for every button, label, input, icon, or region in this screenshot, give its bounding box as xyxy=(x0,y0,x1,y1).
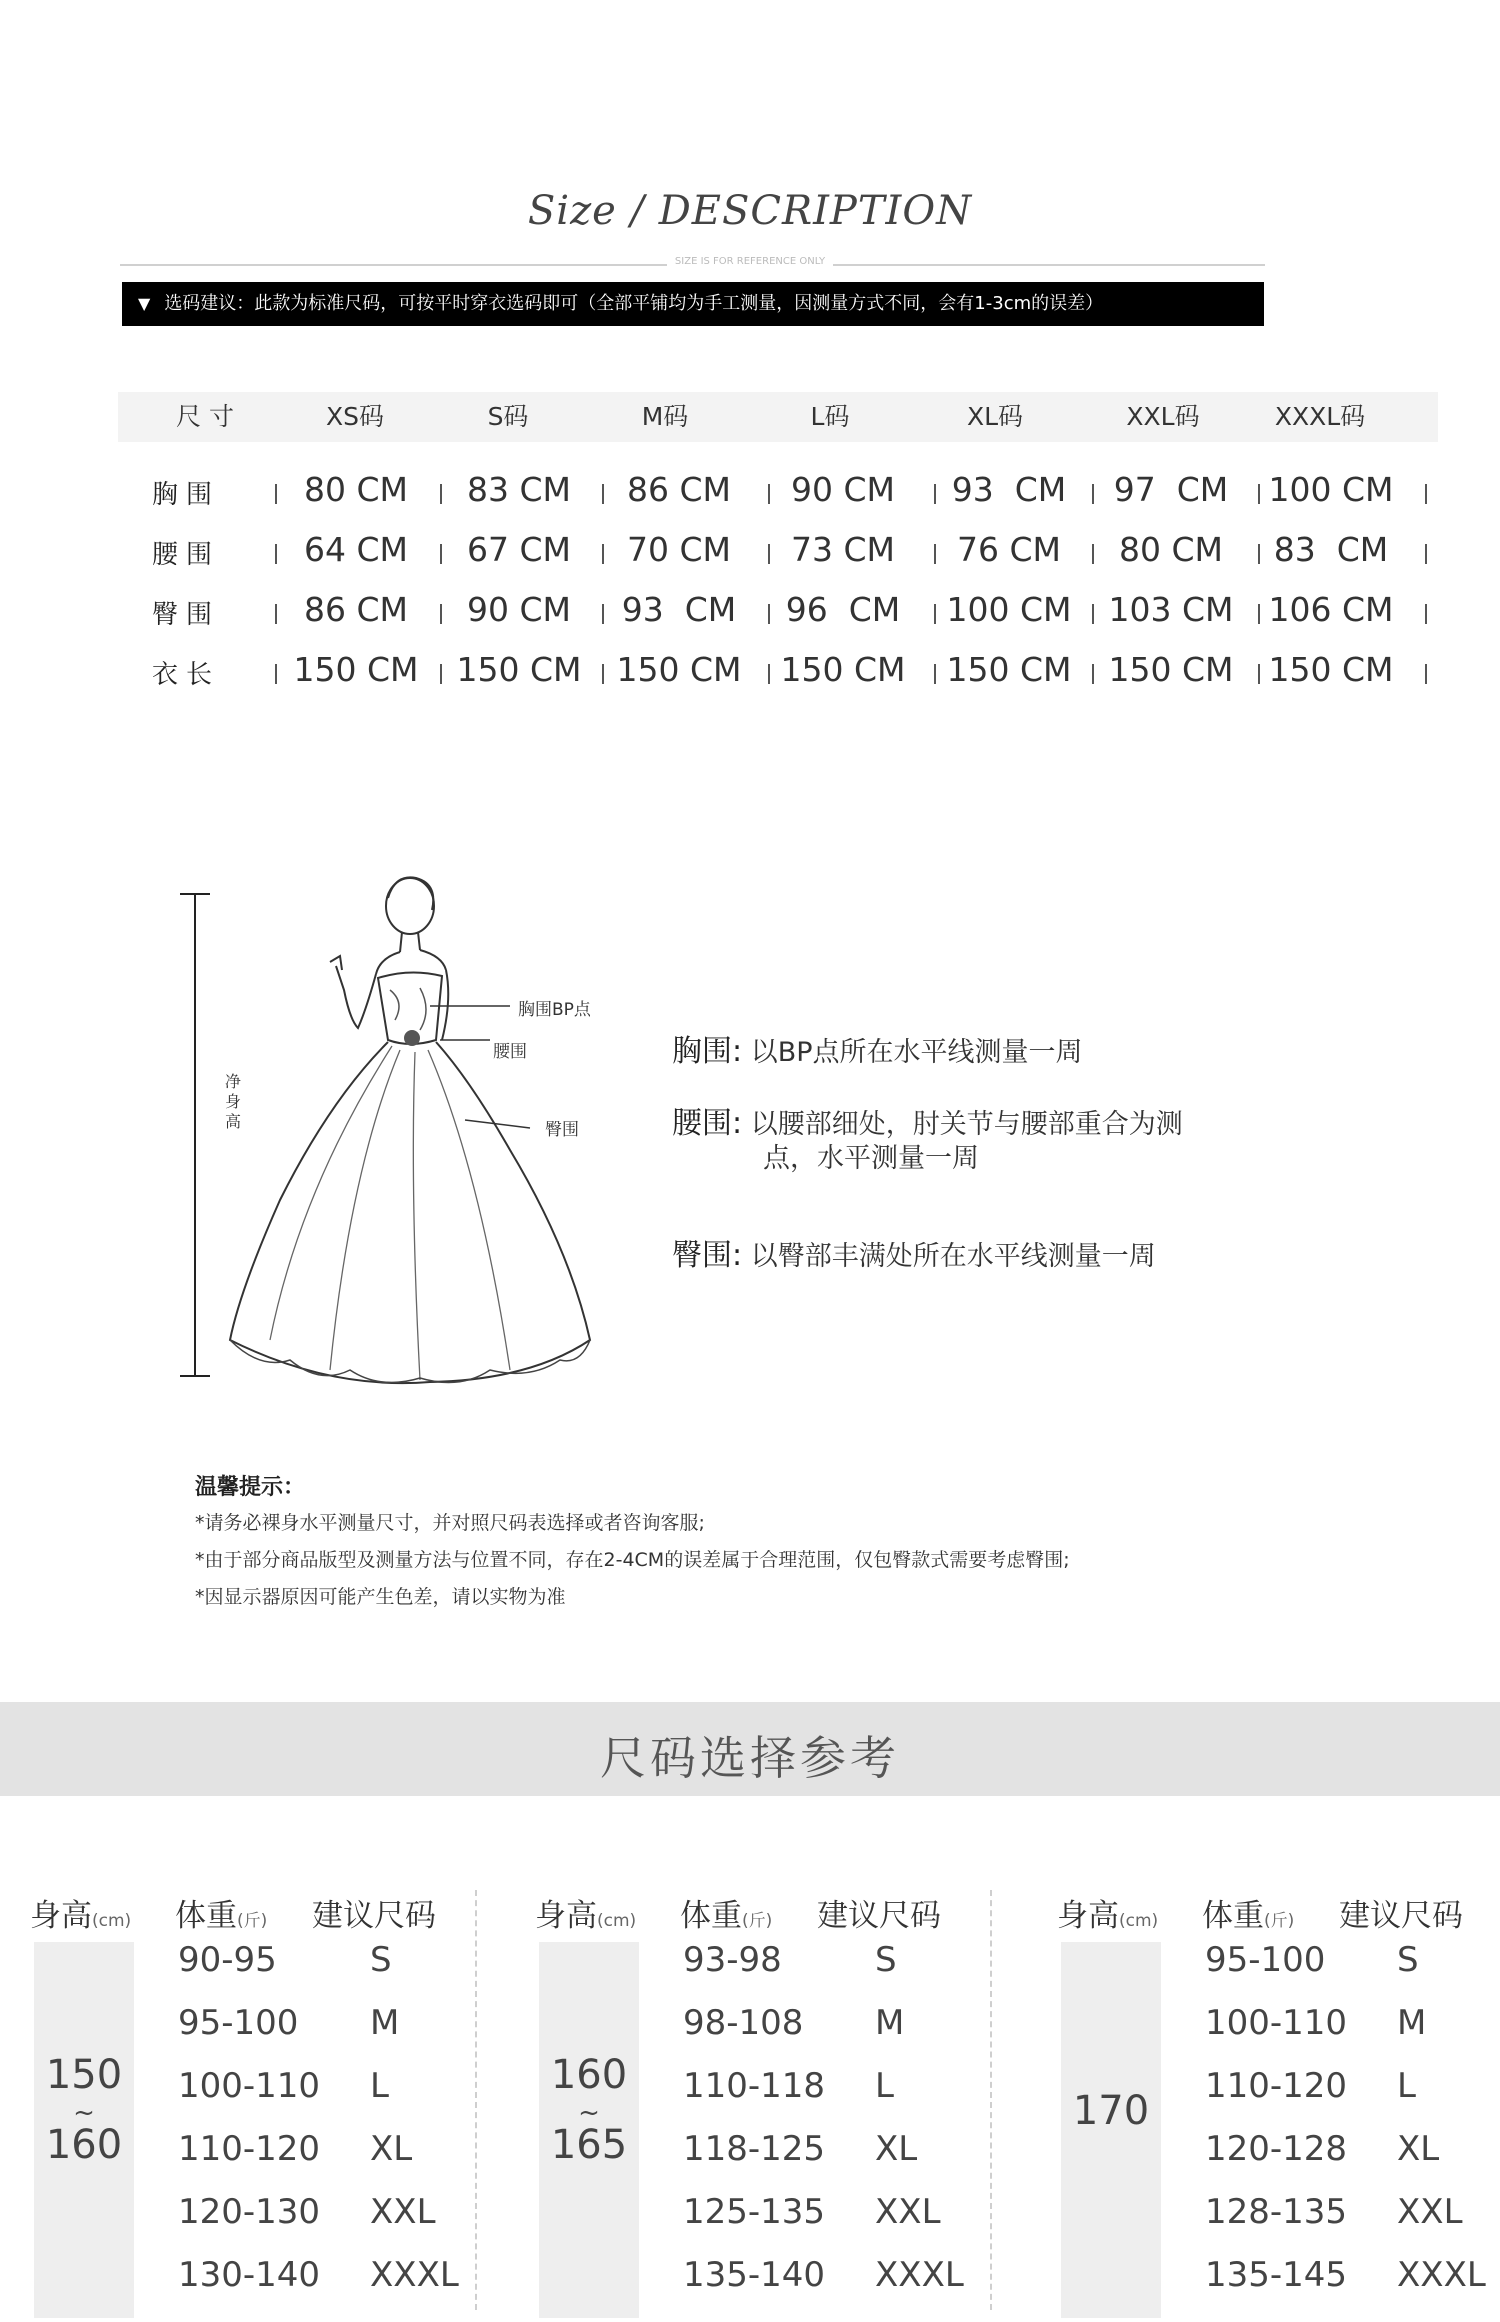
height-column-header xyxy=(535,1890,636,1935)
weight-range: 118-125 xyxy=(683,2129,826,2169)
group-divider xyxy=(475,1890,477,2310)
size-header-xxl: XXL码 xyxy=(1126,402,1200,431)
column-separator xyxy=(1092,544,1094,564)
suggested-size: XXL xyxy=(1397,2192,1463,2232)
height-range-sep: ~ xyxy=(73,2098,95,2128)
size-cell: 93 CM xyxy=(621,590,737,629)
weight-range: 135-145 xyxy=(1205,2255,1348,2295)
column-separator xyxy=(1092,664,1094,684)
column-separator xyxy=(1092,604,1094,624)
height-range-top: 150 xyxy=(45,2052,123,2098)
suggested-size: L xyxy=(370,2066,389,2106)
triangle-down-icon: ▼ xyxy=(138,294,151,313)
suggested-size: XXXL xyxy=(1397,2255,1486,2295)
hip-measure-term: 臀围: xyxy=(672,1238,743,1273)
size-cell: 67 CM xyxy=(467,530,571,569)
size-cell: 90 CM xyxy=(791,470,895,509)
height-range-sep: ~ xyxy=(578,2098,600,2128)
height-unit: (cm) xyxy=(597,1911,637,1931)
height-range-top: 160 xyxy=(550,2052,628,2098)
height-header-text: 身高 xyxy=(30,1898,92,1934)
size-cell: 73 CM xyxy=(791,530,895,569)
tips-title: 温馨提示： xyxy=(195,1475,306,1500)
height-label: 净身高 xyxy=(225,1072,242,1131)
weight-column-header xyxy=(680,1890,772,1935)
weight-range: 120-128 xyxy=(1205,2129,1348,2169)
size-cell: 150 CM xyxy=(456,650,582,689)
size-header-m: M码 xyxy=(641,402,689,431)
column-separator xyxy=(440,604,442,624)
height-column-header xyxy=(1057,1890,1158,1935)
size-cell: 150 CM xyxy=(1268,650,1394,689)
size-cell: 64 CM xyxy=(304,530,408,569)
weight-range: 93-98 xyxy=(683,1940,782,1980)
weight-range: 125-135 xyxy=(683,2192,826,2232)
reference-title: 尺码选择参考 xyxy=(600,1731,900,1785)
weight-range: 130-140 xyxy=(178,2255,321,2295)
suggested-size: M xyxy=(1397,2003,1427,2043)
size-cell: 103 CM xyxy=(1108,590,1234,629)
size-column-header: 建议尺码 xyxy=(817,1898,941,1934)
suggested-size: XXXL xyxy=(875,2255,964,2295)
waist-measure-text-2: 点，水平测量一周 xyxy=(763,1143,979,1174)
hip-measure-text: 以臀部丰满处所在水平线测量一周 xyxy=(750,1241,1156,1272)
reference-note-text: SIZE IS FOR REFERENCE ONLY xyxy=(667,256,833,267)
suggested-size: S xyxy=(1397,1940,1419,1980)
tip-line: *请务必裸身水平测量尺寸，并对照尺码表选择或者咨询客服; xyxy=(195,1512,705,1534)
column-separator xyxy=(440,544,442,564)
size-cell: 150 CM xyxy=(1108,650,1234,689)
weight-column-header xyxy=(175,1890,267,1935)
column-separator xyxy=(1425,604,1427,624)
suggested-size: XL xyxy=(370,2129,413,2169)
page-title: Size / DESCRIPTION xyxy=(527,188,973,234)
size-advice-bar xyxy=(122,282,1264,326)
column-separator xyxy=(275,484,277,504)
size-cell: 86 CM xyxy=(304,590,408,629)
suggested-size: XXXL xyxy=(370,2255,459,2295)
suggested-size: M xyxy=(370,2003,400,2043)
tip-line: *因显示器原因可能产生色差，请以实物为准 xyxy=(195,1586,566,1608)
waist-label: 腰围 xyxy=(493,1042,527,1062)
waist-measure-text: 以腰部细处，肘关节与腰部重合为测 xyxy=(750,1109,1183,1140)
height-unit: (cm) xyxy=(92,1911,132,1931)
size-cell: 76 CM xyxy=(957,530,1061,569)
column-separator xyxy=(1092,484,1094,504)
size-cell: 93 CM xyxy=(951,470,1067,509)
height-header-text: 身高 xyxy=(1057,1898,1119,1934)
height-header-text: 身高 xyxy=(535,1898,597,1934)
bust-point-label: 胸围BP点 xyxy=(518,1000,591,1020)
weight-range: 100-110 xyxy=(1205,2003,1348,2043)
size-cell: 70 CM xyxy=(627,530,731,569)
suggested-size: XXL xyxy=(370,2192,436,2232)
suggested-size: L xyxy=(1397,2066,1416,2106)
size-cell: 90 CM xyxy=(467,590,571,629)
weight-column-header xyxy=(1202,1890,1294,1935)
height-column-header xyxy=(30,1890,131,1935)
row-label: 腰围 xyxy=(152,540,221,570)
suggested-size: M xyxy=(875,2003,905,2043)
size-column-header: 建议尺码 xyxy=(1339,1898,1463,1934)
column-separator xyxy=(1425,484,1427,504)
weight-range: 120-130 xyxy=(178,2192,321,2232)
column-separator xyxy=(275,604,277,624)
size-header-s: S码 xyxy=(487,402,529,431)
weight-header-text: 体重 xyxy=(175,1898,237,1934)
suggested-size: XL xyxy=(1397,2129,1440,2169)
weight-range: 128-135 xyxy=(1205,2192,1348,2232)
weight-range: 98-108 xyxy=(683,2003,804,2043)
height-unit: (cm) xyxy=(1119,1911,1159,1931)
size-cell: 86 CM xyxy=(627,470,731,509)
bust-measure-term: 胸围: xyxy=(672,1034,743,1069)
size-cell: 100 CM xyxy=(1268,470,1394,509)
hip-label: 臀围 xyxy=(545,1120,579,1140)
size-cell: 97 CM xyxy=(1113,470,1229,509)
size-cell: 80 CM xyxy=(304,470,408,509)
size-cell: 83 CM xyxy=(1273,530,1389,569)
size-cell: 150 CM xyxy=(616,650,742,689)
size-header-xxxl: XXXL码 xyxy=(1274,402,1366,431)
suggested-size: S xyxy=(370,1940,392,1980)
tip-line: *由于部分商品版型及测量方法与位置不同，存在2-4CM的误差属于合理范围，仅包臀款式需要考虑臀围; xyxy=(195,1549,1070,1571)
size-cell: 150 CM xyxy=(780,650,906,689)
size-cell: 150 CM xyxy=(946,650,1072,689)
reference-note xyxy=(0,256,1500,267)
size-header-xs: XS码 xyxy=(326,402,384,431)
height-range-bottom: 160 xyxy=(45,2122,123,2168)
weight-range: 110-120 xyxy=(178,2129,321,2169)
weight-range: 135-140 xyxy=(683,2255,826,2295)
weight-range: 95-100 xyxy=(178,2003,299,2043)
weight-range: 90-95 xyxy=(178,1940,277,1980)
size-header-xl: XL码 xyxy=(966,402,1024,431)
suggested-size: L xyxy=(875,2066,894,2106)
size-cell: 83 CM xyxy=(467,470,571,509)
row-label: 衣长 xyxy=(152,660,221,690)
weight-unit: (斤) xyxy=(1264,1911,1295,1931)
size-header-l: L码 xyxy=(810,402,850,431)
suggested-size: XL xyxy=(875,2129,918,2169)
height-value: 170 xyxy=(1072,2088,1150,2134)
row-label: 臀围 xyxy=(152,600,221,630)
column-separator xyxy=(1425,664,1427,684)
waist-measure-term: 腰围: xyxy=(672,1106,743,1141)
size-column-header: 建议尺码 xyxy=(312,1898,436,1934)
bust-measure-note xyxy=(672,1026,1083,1070)
weight-range: 95-100 xyxy=(1205,1940,1326,1980)
weight-unit: (斤) xyxy=(237,1911,268,1931)
size-cell: 106 CM xyxy=(1268,590,1394,629)
size-table-corner: 尺 寸 xyxy=(176,402,234,431)
column-separator xyxy=(440,664,442,684)
weight-header-text: 体重 xyxy=(680,1898,742,1934)
hip-measure-note xyxy=(672,1230,1156,1274)
suggested-size: XXL xyxy=(875,2192,941,2232)
row-label: 胸围 xyxy=(152,480,221,510)
column-separator xyxy=(275,664,277,684)
size-advice-text: 选码建议：此款为标准尺码，可按平时穿衣选码即可（全部平铺均为手工测量，因测量方式不同，会有1-3cm的误差） xyxy=(164,293,1104,314)
group-divider xyxy=(990,1890,992,2310)
column-separator xyxy=(440,484,442,504)
size-cell: 150 CM xyxy=(293,650,419,689)
size-cell: 96 CM xyxy=(785,590,901,629)
weight-header-text: 体重 xyxy=(1202,1898,1264,1934)
size-cell: 80 CM xyxy=(1119,530,1223,569)
column-separator xyxy=(1425,544,1427,564)
size-cell: 100 CM xyxy=(946,590,1072,629)
weight-range: 110-120 xyxy=(1205,2066,1348,2106)
weight-range: 110-118 xyxy=(683,2066,826,2106)
column-separator xyxy=(275,544,277,564)
bust-measure-text: 以BP点所在水平线测量一周 xyxy=(750,1037,1083,1068)
weight-range: 100-110 xyxy=(178,2066,321,2106)
weight-unit: (斤) xyxy=(742,1911,773,1931)
suggested-size: S xyxy=(875,1940,897,1980)
height-range-bottom: 165 xyxy=(550,2122,628,2168)
